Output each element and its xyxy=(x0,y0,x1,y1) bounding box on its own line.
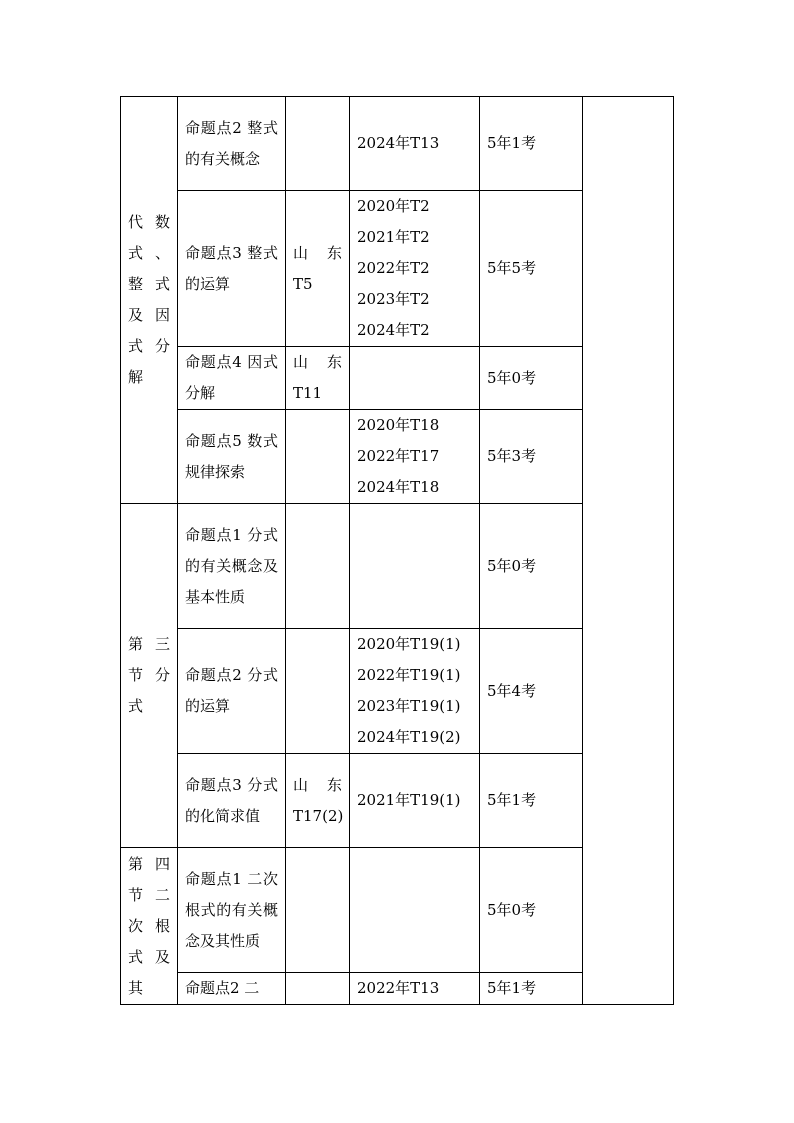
province-label: 山 东 T5 xyxy=(293,243,342,293)
province-cell xyxy=(286,754,350,848)
topic-cell xyxy=(178,848,286,973)
province-cell xyxy=(286,848,350,973)
frequency-cell xyxy=(480,973,583,1005)
years-cell xyxy=(350,347,480,410)
frequency-cell xyxy=(480,97,583,191)
section-label: 第四节 二次根式及其 xyxy=(128,854,170,997)
topic-cell xyxy=(178,973,286,1005)
frequency-label: 5年1考 xyxy=(487,134,537,152)
years-cell xyxy=(350,410,480,504)
year-item: 2020年T18 xyxy=(357,416,440,434)
topic-label: 命题点4 因式分解 xyxy=(185,353,278,402)
frequency-label: 5年1考 xyxy=(487,791,537,809)
year-item: 2024年T18 xyxy=(357,478,440,496)
topic-cell xyxy=(178,629,286,754)
frequency-cell xyxy=(480,504,583,629)
year-item: 2023年T2 xyxy=(357,290,430,308)
province-cell xyxy=(286,97,350,191)
year-item: 2021年T2 xyxy=(357,228,430,246)
section-label: 代数式、整式及因式分解 xyxy=(128,213,170,386)
frequency-label: 5年0考 xyxy=(487,556,537,575)
year-item: 2020年T2 xyxy=(357,197,430,215)
years-cell xyxy=(350,629,480,754)
year-item: 2022年T19(1) xyxy=(357,666,461,684)
notes-column xyxy=(583,97,674,1005)
years-cell xyxy=(350,97,480,191)
frequency-label: 5年0考 xyxy=(487,368,537,387)
topic-cell xyxy=(178,97,286,191)
topic-cell xyxy=(178,347,286,410)
section-cell xyxy=(121,848,178,1005)
year-item: 2022年T13 xyxy=(357,979,440,997)
topic-label: 命题点2 整式的有关概念 xyxy=(185,118,278,168)
topic-label: 命题点1 分式的有关概念及基本性质 xyxy=(185,525,278,606)
topic-label: 命题点2 分式的运算 xyxy=(185,666,278,715)
year-item: 2023年T19(1) xyxy=(357,697,461,715)
frequency-label: 5年1考 xyxy=(487,979,537,997)
section-label: 第三节 分式 xyxy=(128,635,170,715)
frequency-label: 5年4考 xyxy=(487,681,537,700)
years-cell xyxy=(350,973,480,1005)
frequency-label: 5年5考 xyxy=(487,259,537,277)
year-item: 2020年T19(1) xyxy=(357,635,461,653)
topic-cell xyxy=(178,410,286,504)
province-cell xyxy=(286,410,350,504)
table-row xyxy=(121,97,674,191)
topic-label: 命题点1 二次根式的有关概念及其性质 xyxy=(185,869,278,950)
topic-label: 命题点3 分式的化简求值 xyxy=(185,775,278,825)
year-item: 2022年T17 xyxy=(357,447,440,465)
province-cell xyxy=(286,504,350,629)
province-label: 山 东 T11 xyxy=(293,353,342,402)
frequency-cell xyxy=(480,848,583,973)
section-cell xyxy=(121,504,178,848)
years-cell xyxy=(350,848,480,973)
province-cell xyxy=(286,629,350,754)
years-cell xyxy=(350,504,480,629)
topic-label: 命题点5 数式规律探索 xyxy=(185,431,278,481)
topic-cell xyxy=(178,191,286,347)
frequency-cell xyxy=(480,347,583,410)
frequency-cell xyxy=(480,629,583,754)
province-cell xyxy=(286,973,350,1005)
province-label: 山 东 T17(2) xyxy=(293,775,344,825)
topic-label: 命题点3 整式的运算 xyxy=(185,243,278,293)
frequency-cell xyxy=(480,191,583,347)
year-item: 2024年T2 xyxy=(357,321,430,339)
province-cell xyxy=(286,191,350,347)
year-item: 2024年T19(2) xyxy=(357,728,461,746)
years-cell xyxy=(350,191,480,347)
frequency-label: 5年3考 xyxy=(487,447,537,465)
topic-cell xyxy=(178,504,286,629)
topic-cell xyxy=(178,754,286,848)
frequency-cell xyxy=(480,754,583,848)
exam-table xyxy=(120,96,674,1005)
topic-label: 命题点2 二 xyxy=(185,979,260,997)
year-item: 2021年T19(1) xyxy=(357,791,461,809)
frequency-cell xyxy=(480,410,583,504)
province-cell xyxy=(286,347,350,410)
year-item: 2024年T13 xyxy=(357,134,440,152)
frequency-label: 5年0考 xyxy=(487,900,537,919)
section-cell xyxy=(121,97,178,504)
years-cell xyxy=(350,754,480,848)
year-item: 2022年T2 xyxy=(357,259,430,277)
